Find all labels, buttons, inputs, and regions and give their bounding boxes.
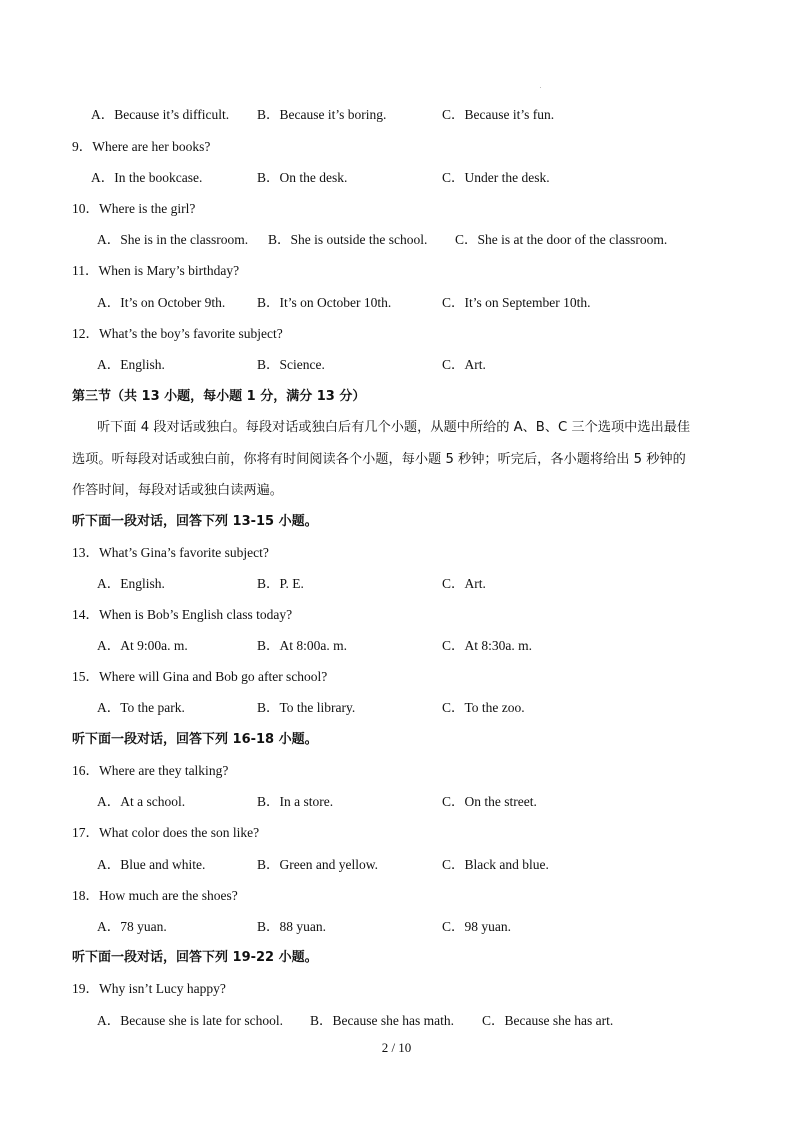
option-a: A．Because she is late for school. [97, 1013, 283, 1028]
option-a: A．English. [97, 576, 165, 591]
instruction-line-1: 听下面 4 段对话或独白。每段对话或独白后有几个小题，从题中所给的 A、B、C 三个选项中选出最佳 [97, 420, 691, 435]
option-c: C．Under the desk. [442, 170, 550, 185]
option-b: B．Because she has math. [310, 1013, 454, 1028]
section-heading: 第三节（共 13 小题，每小题 1 分，满分 13 分） [72, 389, 366, 404]
option-b: B．P. E. [257, 576, 304, 591]
option-b: B．It’s on October 10th. [257, 295, 392, 310]
option-c: C．It’s on September 10th. [442, 295, 591, 310]
stray-mark [540, 87, 541, 88]
option-a: A．In the bookcase. [91, 170, 203, 185]
question-16: 16．Where are they talking? [72, 763, 229, 778]
question-19: 19．Why isn’t Lucy happy? [72, 981, 226, 996]
option-c: C．Art. [442, 357, 486, 372]
question-15: 15．Where will Gina and Bob go after school? [72, 669, 328, 684]
question-13: 13．What’s Gina’s favorite subject? [72, 545, 269, 560]
option-a: A．Blue and white. [97, 857, 206, 872]
option-a: A．At 9:00a. m. [97, 638, 188, 653]
question-14: 14．When is Bob’s English class today? [72, 607, 293, 622]
instruction-line-2: 选项。听每段对话或独白前，你将有时间阅读各个小题，每小题 5 秒钟；听完后，各小题将给出 5 秒钟的 [72, 452, 686, 467]
option-a: A．To the park. [97, 700, 185, 715]
option-c: C．Art. [442, 576, 486, 591]
option-a: A．She is in the classroom. [97, 232, 249, 247]
question-12: 12．What’s the boy’s favorite subject? [72, 326, 283, 341]
option-c: C．At 8:30a. m. [442, 638, 532, 653]
option-b: B．Because it’s boring. [257, 107, 387, 122]
option-b: B．She is outside the school. [268, 232, 428, 247]
option-c: C．Black and blue. [442, 857, 549, 872]
option-a: A．Because it’s difficult. [91, 107, 230, 122]
option-c: C．Because she has art. [482, 1013, 614, 1028]
instruction-line-3: 作答时间，每段对话或独白读两遍。 [72, 483, 283, 498]
option-a: A．78 yuan. [97, 919, 167, 934]
question-17: 17．What color does the son like? [72, 825, 260, 840]
option-c: C．To the zoo. [442, 700, 525, 715]
option-c: C．98 yuan. [442, 919, 511, 934]
dialog-heading: 听下面一段对话，回答下列 19-22 小题。 [72, 950, 318, 965]
option-b: B．Green and yellow. [257, 857, 378, 872]
option-a: A．At a school. [97, 794, 186, 809]
dialog-heading: 听下面一段对话，回答下列 16-18 小题。 [72, 732, 318, 747]
dialog-heading: 听下面一段对话，回答下列 13-15 小题。 [72, 514, 318, 529]
question-18: 18．How much are the shoes? [72, 888, 238, 903]
option-b: B．Science. [257, 357, 325, 372]
option-b: B．On the desk. [257, 170, 348, 185]
page-number: 2 / 10 [381, 1040, 412, 1055]
option-b: B．In a store. [257, 794, 334, 809]
option-b: B．To the library. [257, 700, 356, 715]
option-a: A．It’s on October 9th. [97, 295, 226, 310]
option-a: A．English. [97, 357, 165, 372]
option-b: B．At 8:00a. m. [257, 638, 347, 653]
question-10: 10．Where is the girl? [72, 201, 196, 216]
question-11: 11．When is Mary’s birthday? [72, 263, 240, 278]
option-c: C．Because it’s fun. [442, 107, 555, 122]
option-b: B．88 yuan. [257, 919, 326, 934]
option-c: C．She is at the door of the classroom. [455, 232, 668, 247]
option-c: C．On the street. [442, 794, 537, 809]
question-9: 9．Where are her books? [72, 139, 211, 154]
